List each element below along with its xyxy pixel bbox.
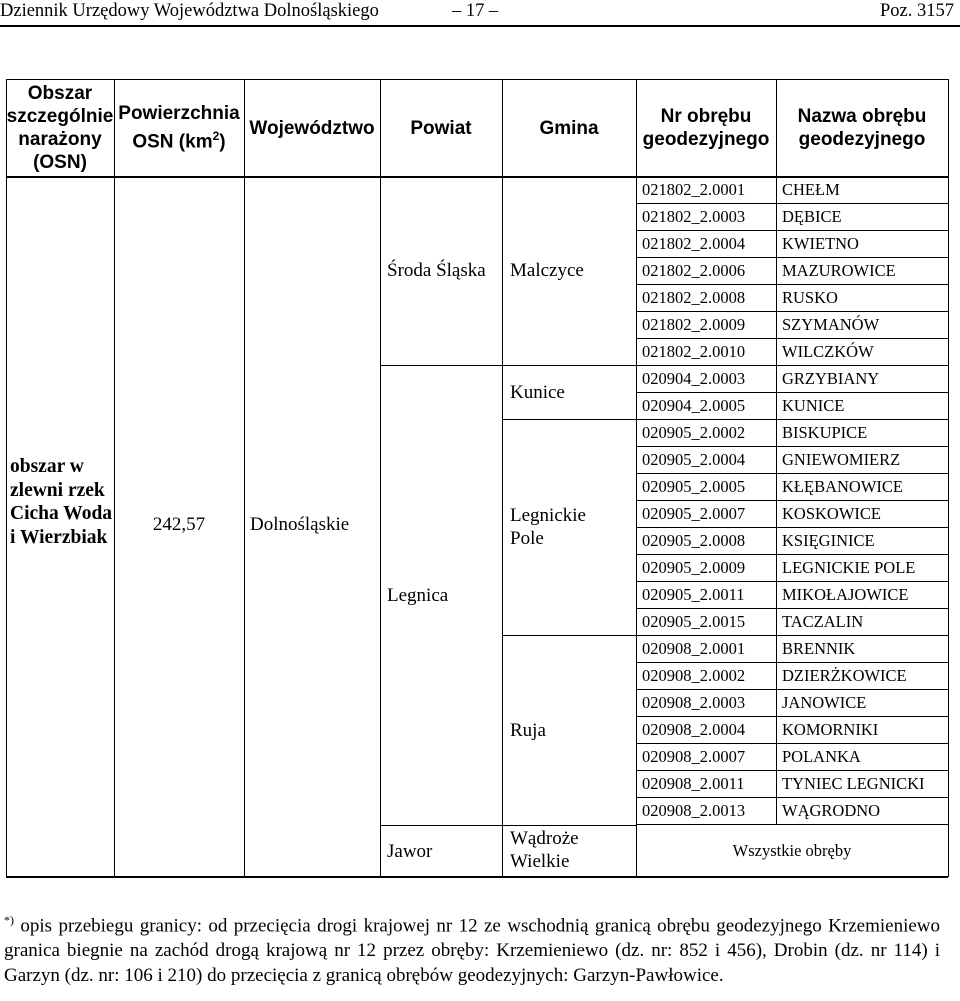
precinct-code: 020905_2.0008 <box>642 531 746 550</box>
precinct-name: KŁĘBANOWICE <box>782 477 903 496</box>
table-rule <box>6 176 948 178</box>
precinct-code: 020908_2.0007 <box>642 747 746 766</box>
table-rule <box>776 79 777 825</box>
header-osn-area: Obszar szczególnie narażony (OSN) <box>6 83 114 173</box>
precinct-name: CHEŁM <box>782 180 840 199</box>
county-sroda-slaska: Środa Śląska <box>387 260 486 281</box>
table-rule <box>502 419 636 420</box>
precinct-name: BRENNIK <box>782 639 856 658</box>
header-county: Powiat <box>410 117 472 139</box>
page-number: – 17 – <box>452 1 499 21</box>
precinct-name: POLANKA <box>782 747 861 766</box>
table-rule <box>636 797 948 798</box>
precinct-code: 020905_2.0007 <box>642 504 746 523</box>
precinct-code: 021802_2.0009 <box>642 315 746 334</box>
table-rule <box>636 284 948 285</box>
journal-title: Dziennik Urzędowy Województwa Dolnośląskiego <box>0 1 379 21</box>
precinct-name: LEGNICKIE POLE <box>782 558 916 577</box>
table-rule <box>948 79 949 877</box>
footnote-marker: *) <box>4 913 14 927</box>
precinct-name: GRZYBIANY <box>782 369 880 388</box>
precinct-name: KWIETNO <box>782 234 859 253</box>
table-rule <box>636 689 948 690</box>
footnote-text: opis przebiegu granicy: od przecięcia drogi krajowej nr 12 ze wschodnią granicą obrębu geodezyjnego Krzemieniewo granica biegnie na zachód drogą krajową nr 12 przez obręby: Krzemieniewo (dz. nr: 852 i 456), Drobin (dz. nr 114) i Garzyn (dz. nr: 106 i 210) do przecięcia z granicą obrębów geodezyjnych: Garzyn-Pawłowice. <box>4 915 941 987</box>
commune-ruja: Ruja <box>510 720 546 741</box>
precinct-code: 021802_2.0003 <box>642 207 746 226</box>
table-rule <box>6 79 948 80</box>
precinct-code: 020908_2.0004 <box>642 720 746 739</box>
commune-malczyce: Malczyce <box>510 260 584 281</box>
table-rule <box>636 770 948 771</box>
precinct-code: 021802_2.0004 <box>642 234 746 253</box>
table-rule <box>502 79 503 877</box>
precinct-code: 020908_2.0011 <box>642 774 745 793</box>
precinct-code: 020908_2.0013 <box>642 801 746 820</box>
precinct-code: 020904_2.0005 <box>642 396 746 415</box>
table-rule <box>636 554 948 555</box>
precinct-name: KSIĘGINICE <box>782 531 875 550</box>
table-rule <box>636 419 948 420</box>
osn-surface-value: 242,57 <box>152 514 206 535</box>
precinct-code: 021802_2.0008 <box>642 288 746 307</box>
table-rule <box>636 203 948 204</box>
header-voivodeship: Województwo <box>249 117 375 139</box>
precinct-name: WILCZKÓW <box>782 342 874 361</box>
table-rule <box>636 635 948 636</box>
header-osn-surface: Powierzchnia OSN $(km^2)$ <box>118 103 240 153</box>
table-rule <box>380 365 636 366</box>
footnote <box>4 908 940 988</box>
table-rule <box>244 79 245 877</box>
precinct-code: 021802_2.0001 <box>642 180 746 199</box>
voivodeship-value: Dolnośląskie <box>250 514 350 535</box>
table-rule <box>636 527 948 528</box>
table-rule <box>636 716 948 717</box>
table-rule <box>114 79 115 877</box>
osn-area-name: obszar w zlewni rzek Cicha Woda i Wierzbiak <box>10 456 113 548</box>
precinct-code: 020905_2.0005 <box>642 477 746 496</box>
precinct-code: 020905_2.0004 <box>642 450 746 469</box>
table-rule <box>636 581 948 582</box>
table-rule <box>502 635 636 636</box>
table-rule <box>636 608 948 609</box>
table-rule <box>380 79 381 877</box>
precinct-code: 020905_2.0015 <box>642 612 746 631</box>
table-rule <box>6 79 7 877</box>
table-rule <box>636 230 948 231</box>
header-precinct-name: Nazwa obrębu geodezyjnego <box>797 106 927 150</box>
commune-wadroze-wielkie: Wądroże Wielkie <box>510 828 579 872</box>
table-rule <box>636 338 948 339</box>
precinct-code: 020908_2.0002 <box>642 666 746 685</box>
table-rule <box>636 824 948 825</box>
precinct-code: 020908_2.0003 <box>642 693 746 712</box>
county-jawor: Jawor <box>387 841 433 862</box>
commune-legnickie-pole: Legnickie Pole <box>510 505 586 549</box>
all-precincts-note: Wszystkie obręby <box>732 841 852 860</box>
table-rule <box>636 79 637 877</box>
header-precinct-number: Nr obrębu geodezyjnego <box>642 106 770 150</box>
precinct-name: SZYMANÓW <box>782 315 880 334</box>
precinct-name: WĄGRODNO <box>782 801 881 820</box>
precinct-code: 021802_2.0006 <box>642 261 746 280</box>
precinct-code: 021802_2.0010 <box>642 342 746 361</box>
table-rule <box>636 311 948 312</box>
table-rule <box>636 662 948 663</box>
table-rule <box>380 825 636 826</box>
precinct-name: TACZALIN <box>782 612 864 631</box>
precinct-name: BISKUPICE <box>782 423 868 442</box>
table-rule <box>636 500 948 501</box>
precinct-name: DZIERŻKOWICE <box>782 666 907 685</box>
table-rule <box>6 876 948 878</box>
precinct-name: KOMORNIKI <box>782 720 879 739</box>
precinct-name: TYNIEC LEGNICKI <box>782 774 925 793</box>
precinct-name: DĘBICE <box>782 207 842 226</box>
precinct-code: 020905_2.0002 <box>642 423 746 442</box>
table-rule <box>636 365 948 366</box>
precinct-name: KOSKOWICE <box>782 504 881 523</box>
precinct-name: MAZUROWICE <box>782 261 896 280</box>
county-legnica: Legnica <box>387 585 449 606</box>
position-number: Poz. 3157 <box>880 1 954 21</box>
precinct-name: GNIEWOMIERZ <box>782 450 901 469</box>
precinct-code: 020905_2.0009 <box>642 558 746 577</box>
table-rule <box>636 392 948 393</box>
table-rule <box>636 257 948 258</box>
precinct-code: 020905_2.0011 <box>642 585 745 604</box>
precinct-code: 020904_2.0003 <box>642 369 746 388</box>
precinct-name: RUSKO <box>782 288 838 307</box>
precinct-name: MIKOŁAJOWICE <box>782 585 909 604</box>
table-rule <box>636 743 948 744</box>
precinct-name: JANOWICE <box>782 693 867 712</box>
table-rule <box>636 473 948 474</box>
commune-kunice: Kunice <box>510 382 565 403</box>
precinct-code: 020908_2.0001 <box>642 639 746 658</box>
header-commune: Gmina <box>539 117 599 139</box>
table-rule <box>636 446 948 447</box>
precinct-name: KUNICE <box>782 396 845 415</box>
